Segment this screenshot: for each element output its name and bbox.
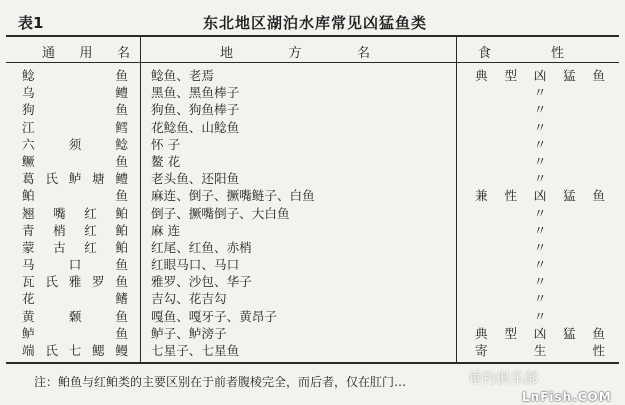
common-name-char: 狗: [22, 102, 35, 118]
feeding-char: 型: [504, 68, 517, 83]
feeding-cell: [475, 273, 605, 290]
header-region-name: [220, 42, 370, 61]
common-name-char: 古: [53, 239, 66, 255]
table-row: [0, 308, 625, 325]
common-name-char: 红: [84, 239, 97, 255]
common-name-char: 翘: [22, 205, 35, 221]
header-rule: [6, 62, 619, 63]
local-name-cell: 黑鱼、黑鱼棒子: [151, 85, 240, 101]
table-row: [0, 222, 625, 239]
local-name-cell: 红眼马口、马口: [151, 257, 240, 273]
feeding-char: 兼: [475, 188, 488, 204]
feeding-char: 鱼: [592, 188, 605, 204]
feeding-char: 寄: [475, 343, 488, 358]
common-name-char: 梢: [53, 222, 66, 238]
feeding-cell: [475, 325, 605, 342]
common-name-cell: [22, 84, 128, 101]
local-name-cell: 怀 子: [151, 136, 181, 152]
common-name-cell: [22, 290, 128, 307]
footnote: 注：鲌鱼与红鲌类的主要区别在于前者腹棱完全，而后者，仅在肛门…: [34, 375, 407, 389]
common-name-char: 嘴: [53, 205, 66, 221]
feeding-char: 猛: [563, 188, 576, 204]
common-name-char: 雅: [68, 274, 82, 290]
feeding-cell: [475, 136, 605, 153]
common-name-char: 塘: [92, 171, 105, 187]
feeding-char: 〃: [533, 274, 547, 290]
common-name-char: 鲶: [115, 136, 128, 152]
feeding-cell: [475, 256, 605, 273]
feeding-char: 性: [592, 343, 605, 358]
feeding-cell: [475, 342, 605, 359]
common-name-char: 乌: [22, 85, 35, 101]
common-name-cell: [22, 170, 128, 187]
common-name-char: 花: [22, 291, 35, 307]
common-name-char: 黄: [22, 308, 35, 324]
local-name-cell: 红尾、红鱼、赤梢: [151, 239, 252, 255]
common-name-char: 马: [22, 257, 35, 273]
common-name-cell: [22, 187, 128, 204]
common-name-char: 鲌: [115, 239, 128, 255]
common-name-cell: [22, 67, 128, 84]
common-name-char: 红: [84, 205, 97, 221]
feeding-char: 凶: [533, 68, 547, 83]
common-name-char: 瓦: [22, 274, 35, 290]
common-name-char: 江: [22, 119, 35, 135]
common-name-char: 鳃: [92, 343, 105, 358]
common-name-char: 鲌: [115, 205, 128, 221]
local-name-cell: 花鲶鱼、山鲶鱼: [151, 119, 240, 135]
table-row: [0, 256, 625, 273]
local-name-cell: 鳌 花: [151, 153, 181, 169]
feeding-char: 〃: [533, 291, 547, 307]
local-name-cell: 嘎鱼、嘎牙子、黄昂子: [151, 308, 277, 324]
common-name-cell: [22, 308, 128, 325]
table-row: [0, 170, 625, 187]
local-name-cell: 麻连、倒子、撅嘴鲢子、白鱼: [151, 188, 315, 204]
common-name-char: 鱼: [115, 257, 128, 273]
common-name-char: 蒙: [22, 239, 35, 255]
header-char: 名: [356, 46, 370, 61]
feeding-char: 〃: [533, 136, 547, 152]
feeding-char: 〃: [533, 102, 547, 118]
common-name-cell: [22, 153, 128, 170]
common-name-char: 鱼: [115, 308, 128, 324]
feeding-char: 〃: [533, 119, 547, 135]
common-name-char: 鲶: [22, 68, 35, 83]
feeding-cell: [475, 239, 605, 256]
local-name-cell: 倒子、撅嘴倒子、大白鱼: [151, 205, 290, 221]
common-name-char: 口: [68, 257, 82, 273]
common-name-char: 端: [22, 343, 35, 358]
feeding-cell: [475, 290, 605, 307]
header-char: 通: [42, 46, 56, 61]
common-name-char: 鱼: [115, 274, 128, 290]
feeding-cell: [475, 67, 605, 84]
common-name-char: 鳢: [115, 85, 128, 101]
local-name-cell: 七星子、七星鱼: [151, 343, 240, 358]
table-row: [0, 67, 625, 84]
feeding-cell: [475, 153, 605, 170]
table-row: [0, 325, 625, 342]
feeding-char: 〃: [533, 222, 547, 238]
watermark-club-text: 垂钓俱乐部: [468, 371, 538, 387]
header-char: 名: [116, 46, 130, 61]
feeding-char: 〃: [533, 171, 547, 187]
feeding-cell: [475, 205, 605, 222]
table-row: [0, 239, 625, 256]
feeding-char: 猛: [563, 68, 576, 83]
header-common-name: [42, 42, 130, 61]
feeding-char: 型: [504, 325, 517, 341]
common-name-char: 鳗: [115, 343, 128, 358]
common-name-cell: [22, 101, 128, 118]
local-name-cell: 鲈子、鲈滂子: [151, 325, 227, 341]
table-row: [0, 187, 625, 204]
common-name-char: 氏: [45, 274, 58, 290]
common-name-char: 六: [22, 136, 35, 152]
local-name-cell: 老头鱼、还阳鱼: [151, 171, 240, 187]
common-name-char: 鲌: [115, 222, 128, 238]
local-name-cell: 鲶鱼、老焉: [151, 68, 214, 83]
table-row: [0, 101, 625, 118]
header-char: 地: [220, 46, 234, 61]
common-name-char: 鱼: [115, 153, 128, 169]
table-row: [0, 84, 625, 101]
feeding-cell: [475, 187, 605, 204]
common-name-char: 鳕: [115, 119, 128, 135]
feeding-char: 〃: [533, 153, 547, 169]
feeding-cell: [475, 308, 605, 325]
feeding-char: 典: [475, 68, 488, 83]
table-label: 表1: [18, 14, 44, 32]
local-name-cell: 狗鱼、狗鱼棒子: [151, 102, 240, 118]
header-char: 用: [79, 46, 93, 61]
table-body: [0, 67, 625, 359]
table-row: [0, 273, 625, 290]
common-name-cell: [22, 239, 128, 256]
common-name-char: 红: [84, 222, 97, 238]
feeding-char: 猛: [563, 325, 576, 341]
feeding-char: 典: [475, 325, 488, 341]
header-char: 方: [288, 46, 302, 61]
feeding-char: 生: [533, 343, 547, 358]
common-name-cell: [22, 256, 128, 273]
common-name-char: 须: [68, 136, 82, 152]
common-name-cell: [22, 119, 128, 136]
feeding-char: 鱼: [592, 68, 605, 83]
feeding-char: 性: [504, 188, 517, 204]
common-name-char: 青: [22, 222, 35, 238]
common-name-cell: [22, 325, 128, 342]
common-name-char: 鳜: [22, 153, 35, 169]
common-name-char: 罗: [92, 274, 105, 290]
common-name-char: 鳢: [115, 171, 128, 187]
header-feeding: [478, 42, 564, 61]
feeding-char: 鱼: [592, 325, 605, 341]
common-name-cell: [22, 222, 128, 239]
feeding-char: 〃: [533, 205, 547, 221]
table-row: [0, 342, 625, 359]
feeding-cell: [475, 84, 605, 101]
local-name-cell: 雅罗、沙包、华子: [151, 274, 252, 290]
header-char: 性: [550, 46, 564, 61]
table-title: 东北地区湖泊水库常见凶猛鱼类: [202, 14, 427, 32]
feeding-char: 〃: [533, 85, 547, 101]
common-name-char: 七: [68, 343, 82, 358]
common-name-char: 鱼: [115, 102, 128, 118]
common-name-char: 鲈: [68, 171, 82, 187]
common-name-char: 氏: [45, 343, 58, 358]
common-name-cell: [22, 273, 128, 290]
watermark-site-text: LnFish.COM: [522, 390, 612, 404]
bottom-rule: [6, 362, 619, 364]
common-name-cell: [22, 342, 128, 359]
common-name-cell: [22, 205, 128, 222]
top-rule: [6, 35, 619, 37]
table-row: [0, 290, 625, 307]
common-name-char: 葛: [22, 171, 35, 187]
feeding-cell: [475, 101, 605, 118]
feeding-char: 〃: [533, 308, 547, 324]
feeding-cell: [475, 222, 605, 239]
feeding-cell: [475, 119, 605, 136]
common-name-char: 鳍: [115, 291, 128, 307]
feeding-char: 凶: [533, 325, 547, 341]
common-name-char: 鲌: [22, 188, 35, 204]
feeding-char: 〃: [533, 257, 547, 273]
table-row: [0, 136, 625, 153]
table-row: [0, 205, 625, 222]
common-name-char: 颡: [68, 308, 82, 324]
table-row: [0, 119, 625, 136]
local-name-cell: 吉勾、花吉勾: [151, 291, 227, 307]
common-name-cell: [22, 136, 128, 153]
feeding-char: 〃: [533, 239, 547, 255]
common-name-char: 氏: [45, 171, 58, 187]
table-row: [0, 153, 625, 170]
common-name-char: 鲈: [22, 325, 35, 341]
feeding-cell: [475, 170, 605, 187]
common-name-char: 鱼: [115, 68, 128, 83]
header-char: 食: [478, 46, 492, 61]
feeding-char: 凶: [533, 188, 547, 204]
common-name-char: 鱼: [115, 325, 128, 341]
common-name-char: 鱼: [115, 188, 128, 204]
local-name-cell: 麻 连: [151, 222, 181, 238]
